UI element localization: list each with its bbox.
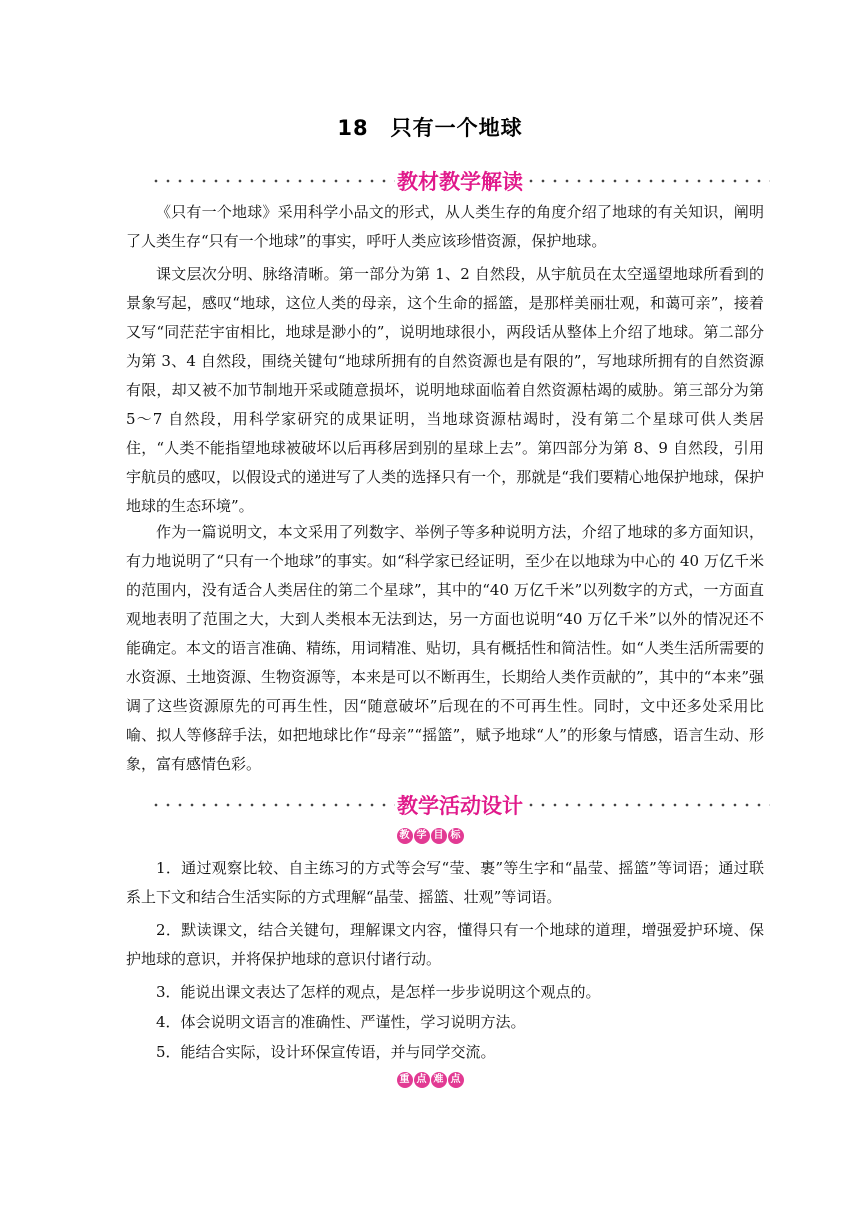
- goal-item: 5．能结合实际，设计环保宣传语，并与同学交流。: [156, 1043, 496, 1061]
- goal-item: 4．体会说明文语言的准确性、严谨性，学习说明方法。: [156, 1013, 526, 1031]
- paragraph-language: 作为一篇说明文，本文采用了列数字、举例子等多种说明方法，介绍了地球的多方面知识，有力地说明了“只有一个地球”的事实。如“科学家已经证明，至少在以地球为中心的 40 万亿千米的范围内，没有适合人类居住的第二个星球”，其中的“40 万亿千米”以列数字的方式，一方面直观地表明了范围之大，大到人类根本无法到达，另一方面也说明“40 万亿千米”以外的情况还不能确定。本文的语言准确、精练，用词精准、贴切，具有概括性和简洁性。如“人类生活所需要的水资源、土地资源、生物资源等，本来是可以不断再生，长期给人类作贡献的”，其中的“本来”强调了这些资源原先的可再生性，因“随意破坏”后现在的不可再生性。同时，文中还多处采用比喻、拟人等修辞手法，如把地球比作“母亲”“摇篮”，赋予地球“人”的形象与情感，语言生动、形象，富有感情色彩。: [126, 523, 765, 773]
- paragraph-intro: 《只有一个地球》采用科学小品文的形式，从人类生存的角度介绍了地球的有关知识，阐明了人类生存“只有一个地球”的事实，呼吁人类应该珍惜资源，保护地球。: [126, 203, 764, 250]
- dotted-divider-left: [150, 800, 395, 810]
- lesson-title: [0, 112, 860, 142]
- badge-char: 难: [431, 1072, 447, 1088]
- lesson-title-text: 只有一个地球: [390, 116, 523, 140]
- section-title: 教学活动设计: [397, 794, 523, 818]
- section-title: 教材教学解读: [397, 170, 523, 194]
- badge-teaching-goals: [0, 828, 860, 844]
- badge-char: 重: [397, 1072, 413, 1088]
- dotted-divider-left: [150, 176, 395, 186]
- goal-item: 2．默读课文，结合关键句，理解课文内容，懂得只有一个地球的道理，增强爱护环境、保护地球的意识，并将保护地球的意识付诸行动。: [126, 921, 764, 968]
- lesson-number: 18: [337, 116, 369, 140]
- section-header-textbook-reading: [150, 166, 770, 196]
- paragraph-structure: 课文层次分明、脉络清晰。第一部分为第 1、2 自然段，从宇航员在太空遥望地球所看到的景象写起，感叹“地球，这位人类的母亲，这个生命的摇篮，是那样美丽壮观，和蔼可亲”，接着又写“同茫茫宇宙相比，地球是渺小的”，说明地球很小，两段话从整体上介绍了地球。第二部分为第 3、4 自然段，围绕关键句“地球所拥有的自然资源也是有限的”，写地球所拥有的自然资源有限，却又被不加节制地开采或随意损坏，说明地球面临着自然资源枯竭的威胁。第三部分为第 5～7 自然段，用科学家研究的成果证明，当地球资源枯竭时，没有第二个星球可供人类居住，“人类不能指望地球被破坏以后再移居到别的星球上去”。第四部分为第 8、9 自然段，引用宇航员的感叹，以假设式的递进写了人类的选择只有一个，那就是“我们要精心地保护地球，保护地球的生态环境”。: [126, 265, 764, 515]
- goal-item: 1．通过观察比较、自主练习的方式等会写“莹、裹”等生字和“晶莹、摇篮”等词语；通过联系上下文和结合生活实际的方式理解“晶莹、摇篮、壮观”等词语。: [126, 859, 764, 906]
- badge-char: 教: [397, 828, 413, 844]
- dotted-divider-right: [525, 176, 770, 186]
- badge-char: 点: [448, 1072, 464, 1088]
- section-header-activity-design: [150, 790, 770, 820]
- dotted-divider-right: [525, 800, 770, 810]
- badge-char: 目: [431, 828, 447, 844]
- badge-char: 标: [448, 828, 464, 844]
- badge-char: 学: [414, 828, 430, 844]
- goal-item: 3．能说出课文表达了怎样的观点，是怎样一步步说明这个观点的。: [156, 983, 601, 1001]
- badge-char: 点: [414, 1072, 430, 1088]
- badge-key-points: [0, 1072, 860, 1088]
